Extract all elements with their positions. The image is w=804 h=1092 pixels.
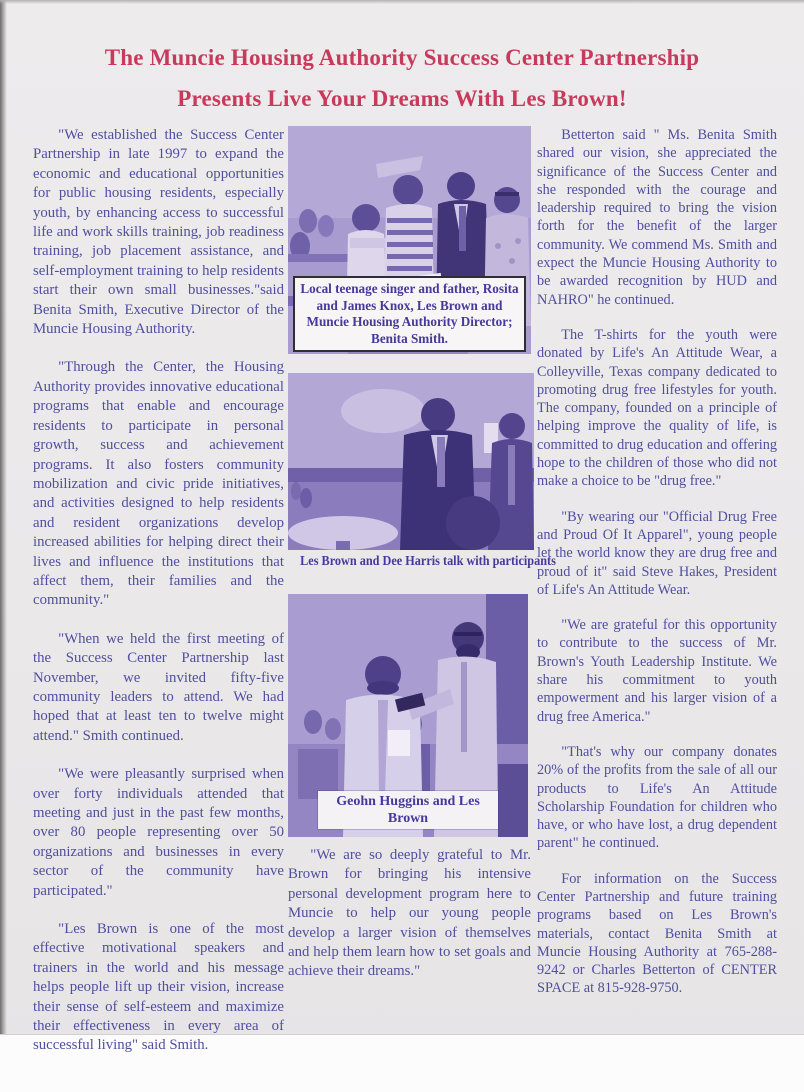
photo-group-with-les-brown (288, 126, 531, 354)
paragraph-contact-info: For information on the Success Center Partnership and future training programs based on Les Brown's materials, contact Benita Smith at Muncie Housing Authority at 765-288-9242 or Charles Betterton of CENTER SPACE at 815-928-9750. (537, 870, 777, 997)
paragraph-success-center-founding: "We established the Success Center Partnership in late 1997 to expand the economic and educational opportunities for public housing residents, especially youth, by enhancing access to successful life and work skills training, job readiness training, job placement assistance, and self-employment training to help residents start their own small businesses."said Benita Smith, Executive Director of the Muncie Housing Authority. (33, 127, 284, 338)
title-line-2: Presents Live Your Dreams With Les Brown! (177, 86, 627, 111)
photo-1-caption: Local teenage singer and father, Rosita and James Knox, Les Brown and Muncie Housing Authority Director; Benita Smith. (293, 276, 526, 352)
paragraph-center-programs: "Through the Center, the Housing Authority provides innovative educational programs that enable and encourage residents to participate in personal growth, success and achievement programs. It also fosters community mobilization and civic pride initiatives, and activities designed to help residents and resident organizations develop increased abilities for helping direct their lives and influence the institutions that affect them, their families and the community." (33, 359, 284, 609)
paragraph-first-meeting: "When we held the first meeting of the Success Center Partnership last November, we invited fifty-five community leaders to attend. We had hoped that at least ten to twelve might attend." Smith continued. (33, 630, 284, 744)
paragraph-les-brown-intro: "Les Brown is one of the most effective motivational speakers and trainers in the world and his message helps people lift up their vision, increase their sense of self-esteem and maximize their effectiveness in every area of successful living" said Smith. (33, 921, 284, 1054)
title-line-1: The Muncie Housing Authority Success Center Partnership (104, 45, 700, 70)
photo-les-brown-dee-harris (288, 373, 534, 550)
photo-geohn-huggins-les-brown (288, 594, 528, 837)
paragraph-attendance: "We were pleasantly surprised when over forty individuals attended that meeting and just in the past few months, over 80 people representing over 50 organizations and businesses in every sector of the community have participated." (33, 766, 284, 899)
middle-closing-text (288, 846, 531, 982)
paragraph-tshirts-donated: The T-shirts for the youth were donated by Life's An Attitude Wear, a Colleyville, Texas company dedicated to promoting drug free lifestyles for youth. The company, founded on a principle of helping improve the quality of life, is committed to drug education and offering hope to the children of those who did not make a choice to be "drug free." (537, 326, 777, 490)
left-text-column (33, 126, 284, 1075)
paragraph-betterton-quote: Betterton said " Ms. Benita Smith shared our vision, she appreciated the significance of the Success Center and she responded with the courage and leadership required to bring the vision forth for the benefit of the larger community. We commend Ms. Smith and expect the Muncie Housing Authority to be awarded recognition by HUD and NAHRO" he continued. (537, 127, 777, 308)
page-title (0, 44, 804, 113)
paragraph-grateful-to-brown: "We are so deeply grateful to Mr. Brown for bringing his intensive personal development program here to Muncie to help our young people develop a larger vision of themselves and help them learn how to set goals and achieve their dreams." (288, 847, 531, 980)
right-text-column (537, 126, 777, 1015)
scan-shadow-left (0, 0, 7, 1034)
scan-shadow-top (0, 0, 804, 4)
paragraph-grateful-opportunity: "We are grateful for this opportunity to contribute to the success of Mr. Brown's Youth Leadership Institute. We share his commitment to youth empowerment and his larger vision of a drug free America." (537, 617, 777, 725)
photo-column (288, 126, 556, 982)
paragraph-company-donates: "That's why our company donates 20% of the profits from the sale of all our products to Life's An Attitude Scholarship Foundation for children who have, or who have lost, a drug dependent parent" he continued. (537, 743, 777, 852)
photo-2-caption: Les Brown and Dee Harris talk with participants (300, 553, 556, 568)
photo-2-illustration (288, 373, 534, 550)
photo-3-caption: Geohn Huggins and Les Brown (318, 791, 498, 829)
paragraph-drug-free-apparel: "By wearing our "Official Drug Free and Proud Of It Apparel", young people let the world know they are drug free and proud of it" said Steve Hakes, President of Life's An Attitude Wear. (537, 508, 777, 598)
